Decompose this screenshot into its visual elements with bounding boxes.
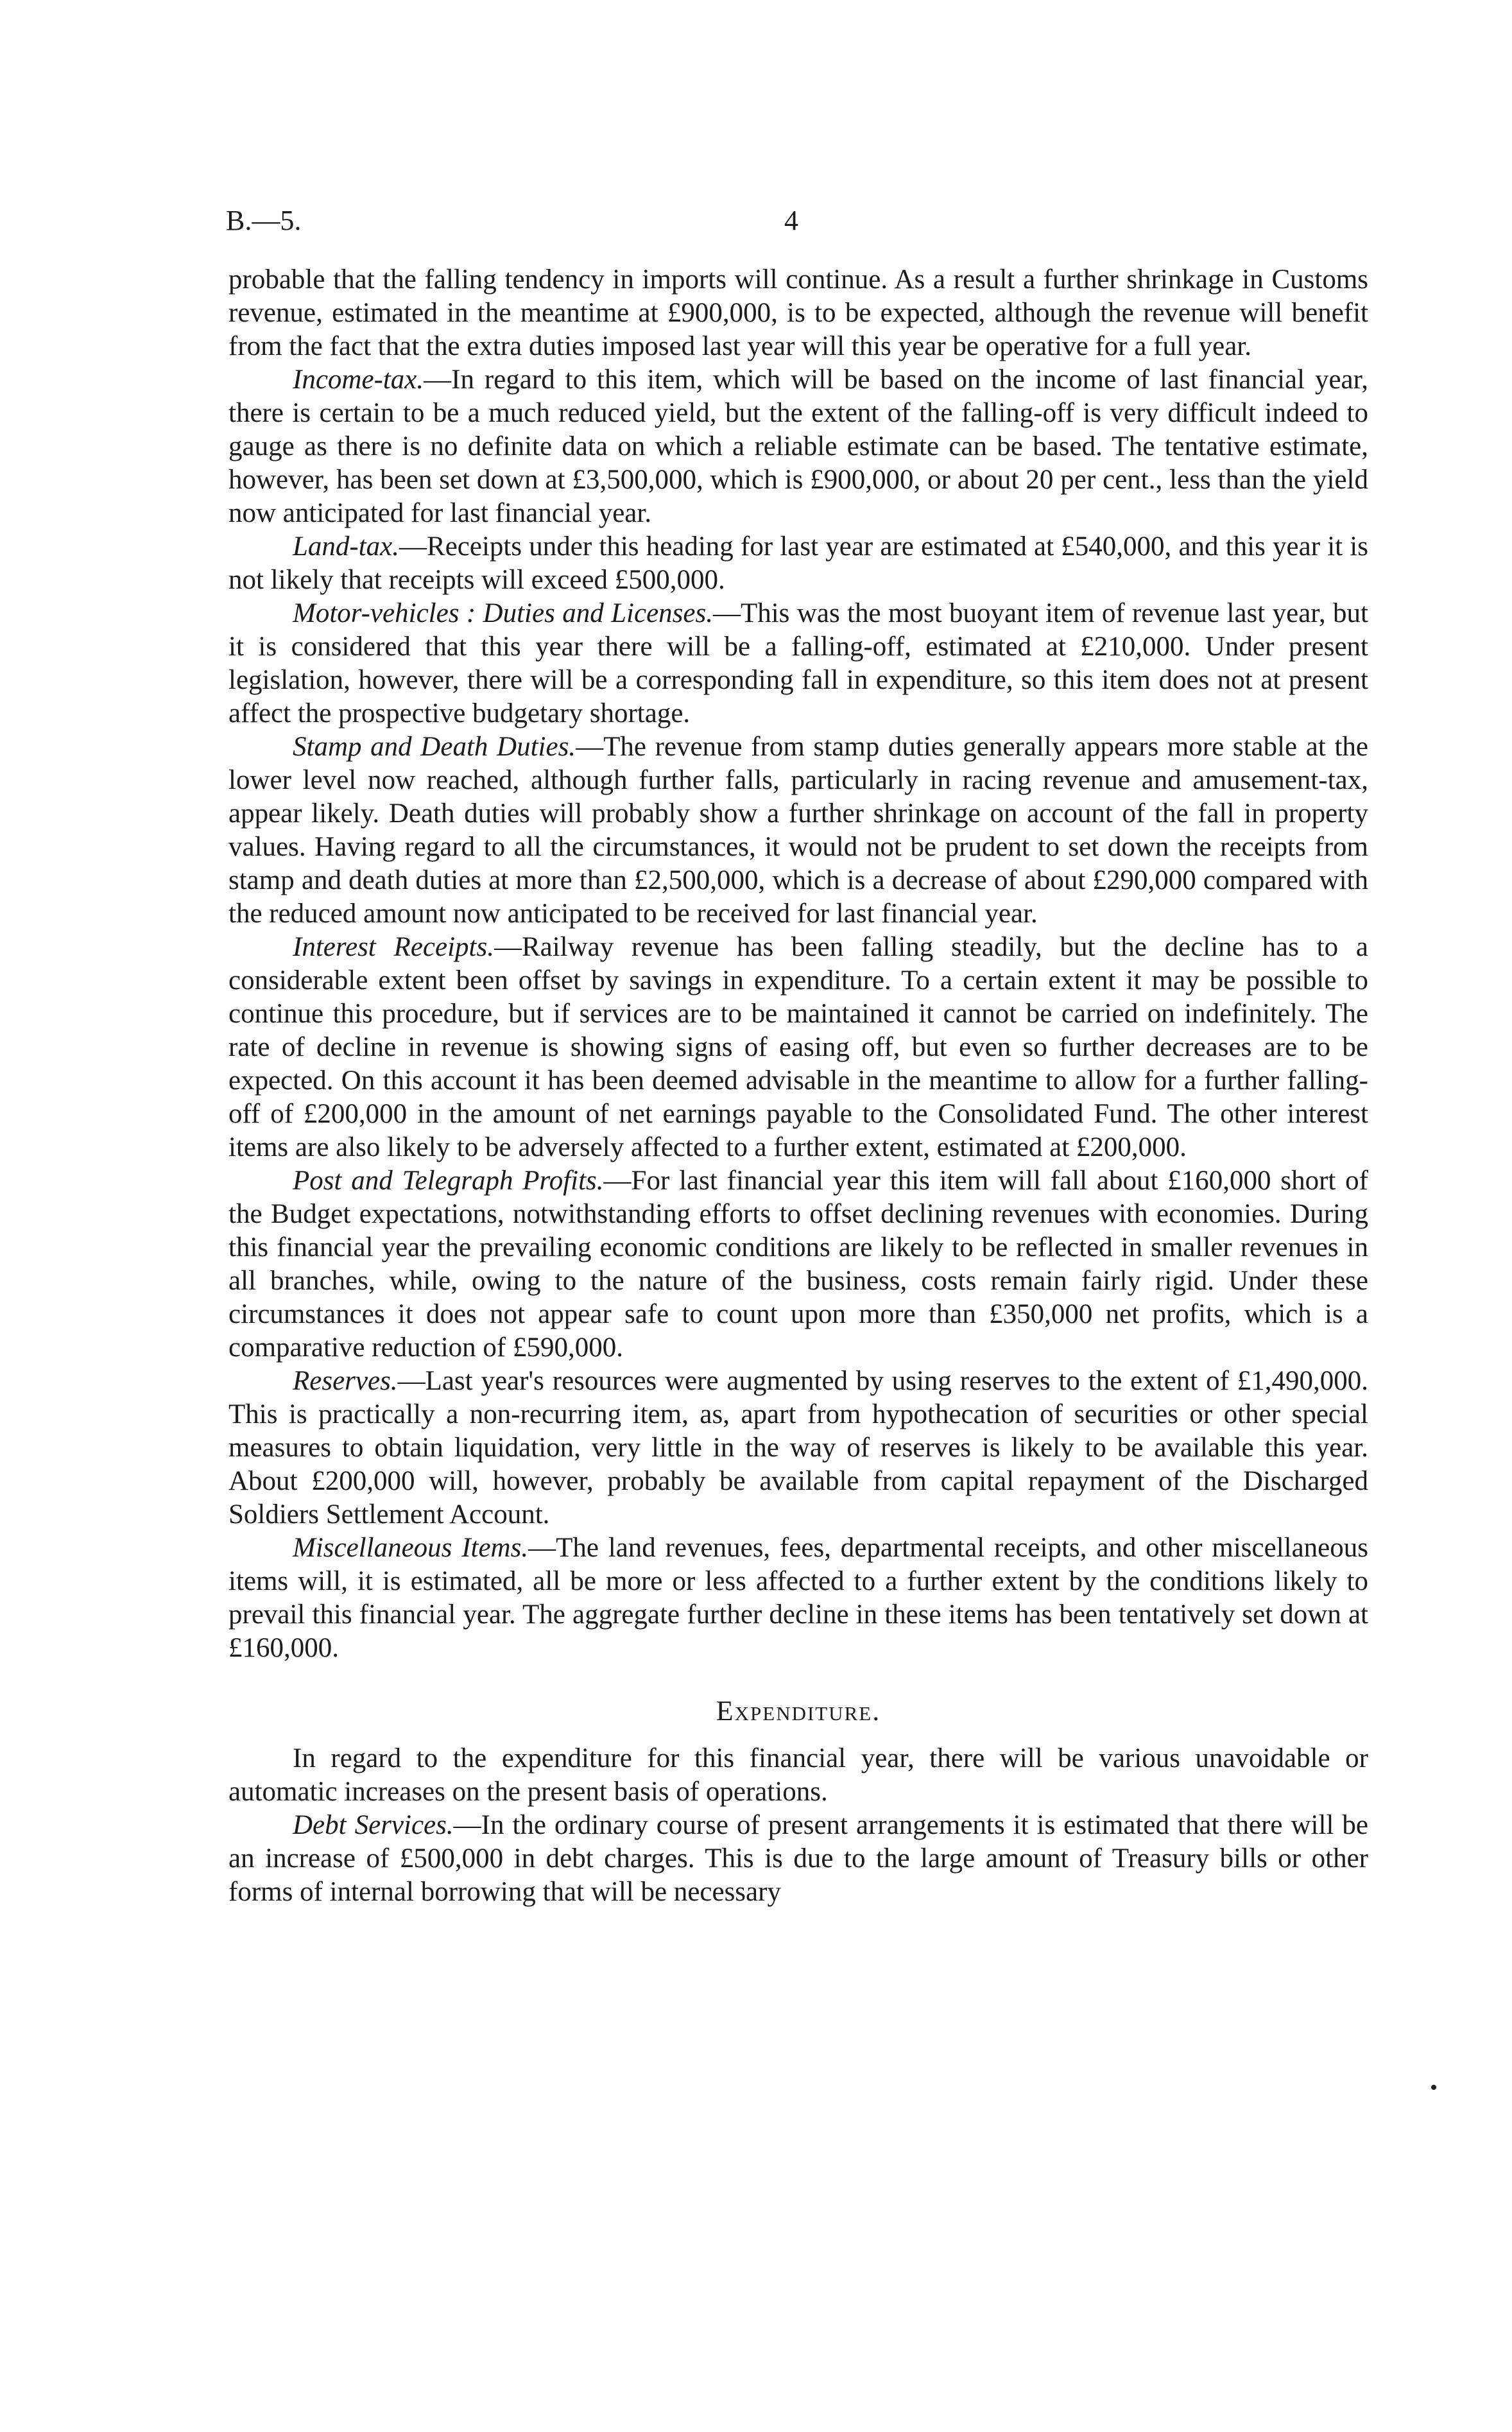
paragraph-heading: Stamp and Death Duties. <box>293 732 576 762</box>
paragraph-heading: Land-tax. <box>293 531 400 562</box>
paragraph-text: —The revenue from stamp duties generally appears more stable at the lower level now reached, although further falls, particularly in racing revenue and amusement-tax, appear likely. Death duties will probably show a further shrinkage on account of the fall in property values. Having regard to all the circumstances, it would not be prudent to set down the receipts from stamp and death duties at more than £2,500,000, which is a decrease of about £290,000 compared with the reduced amount now anticipated to be received for last financial year. <box>228 732 1368 929</box>
paragraph-debt-services <box>228 1809 1368 1909</box>
paragraph-text: In regard to the expenditure for this financial year, there will be various unavoidable or automatic increases on the present basis of operations. <box>228 1743 1368 1807</box>
paragraph-heading: Interest Receipts. <box>293 932 494 962</box>
paragraph-customs <box>228 263 1368 363</box>
paragraph-text: —Railway revenue has been falling steadily, but the decline has to a considerable extent been offset by savings in expenditure. To a certain extent it may be possible to continue this procedure, but if services are to be maintained it cannot be carried on indefinitely. The rate of decline in revenue is showing signs of easing off, but even so further decreases are to be expected. On this account it has been deemed advisable in the meantime to allow for a further falling-off of £200,000 in the amount of net earnings payable to the Consolidated Fund. The other interest items are also likely to be adversely affected to a further extent, estimated at £200,000. <box>228 932 1368 1162</box>
paragraph-stamp-death-duties <box>228 730 1368 931</box>
paragraph-expenditure-intro <box>228 1742 1368 1809</box>
body-text <box>228 263 1368 1909</box>
paragraph-text: —In the ordinary course of present arrangements it is estimated that there will be an increase of £500,000 in debt charges. This is due to the large amount of Treasury bills or other forms of internal borrowing that will be necessary <box>228 1810 1369 1907</box>
paragraph-interest-receipts <box>228 931 1368 1164</box>
document-reference: B.—5. <box>226 205 302 236</box>
paragraph-heading: Motor-vehicles : Duties and Licenses. <box>293 598 713 628</box>
paragraph-income-tax <box>228 363 1368 530</box>
section-heading-expenditure: Expenditure. <box>716 1695 881 1727</box>
paragraph-miscellaneous <box>228 1531 1368 1665</box>
paragraph-heading: Miscellaneous Items. <box>293 1533 529 1563</box>
margin-mark <box>1431 2085 1436 2090</box>
paragraph-text: —The land revenues, fees, departmental receipts, and other miscellaneous items will, it is estimated, all be more or less affected to a further extent by the conditions likely to prevail this financial year. The aggregate further decline in these items has been tentatively set down at £160,000. <box>228 1533 1368 1663</box>
paragraph-text: probable that the falling tendency in imports will continue. As a result a further shrinkage in Customs revenue, estimated in the meantime at £900,000, is to be expected, although the revenue will benefit from the fact that the extra duties imposed last year will this year be operative for a full year. <box>228 264 1368 361</box>
paragraph-text: —In regard to this item, which will be based on the income of last financial year, there is certain to be a much reduced yield, but the extent of the falling-off is very difficult indeed to gauge as there is no definite data on which a reliable estimate can be based. The tentative estimate, however, has been set down at £3,500,000, which is £900,000, or about 20 per cent., less than the yield now anticipated for last financial year. <box>228 365 1368 528</box>
paragraph-reserves <box>228 1365 1368 1531</box>
paragraph-post-telegraph <box>228 1164 1368 1365</box>
paragraph-heading: Debt Services. <box>293 1810 454 1840</box>
paragraph-text: —For last financial year this item will fall about £160,000 short of the Budget expectations, notwithstanding efforts to offset declining revenues with economies. During this financial year the prevailing economic conditions are likely to be reflected in smaller revenues in all branches, while, owing to the nature of the business, costs remain fairly rigid. Under these circumstances it does not appear safe to count upon more than £350,000 net profits, which is a comparative reduction of £590,000. <box>228 1166 1368 1363</box>
paragraph-text: —Receipts under this heading for last year are estimated at £540,000, and this year it is not likely that receipts will exceed £500,000. <box>228 531 1368 595</box>
paragraph-text: —Last year's resources were augmented by using reserves to the extent of £1,490,000. This is practically a non-recurring item, as, apart from hypothecation of securities or other special measures to obtain liquidation, very little in the way of reserves is likely to be available this year. About £200,000 will, however, probably be available from capital repayment of the Discharged Soldiers Settlement Account. <box>228 1366 1368 1530</box>
paragraph-text: —This was the most buoyant item of revenue last year, but it is considered that this year there will be a falling-off, estimated at £210,000. Under present legislation, however, there will be a corresponding fall in expenditure, so this item does not at present affect the prospective budgetary shortage. <box>228 598 1368 729</box>
paragraph-motor-vehicles <box>228 597 1368 730</box>
paragraph-heading: Reserves. <box>293 1366 398 1396</box>
page-header <box>226 204 1368 243</box>
paragraph-land-tax <box>228 530 1368 597</box>
paragraph-heading: Income-tax. <box>293 365 424 395</box>
paragraph-heading: Post and Telegraph Profits. <box>293 1166 604 1196</box>
page-number: 4 <box>784 205 798 236</box>
